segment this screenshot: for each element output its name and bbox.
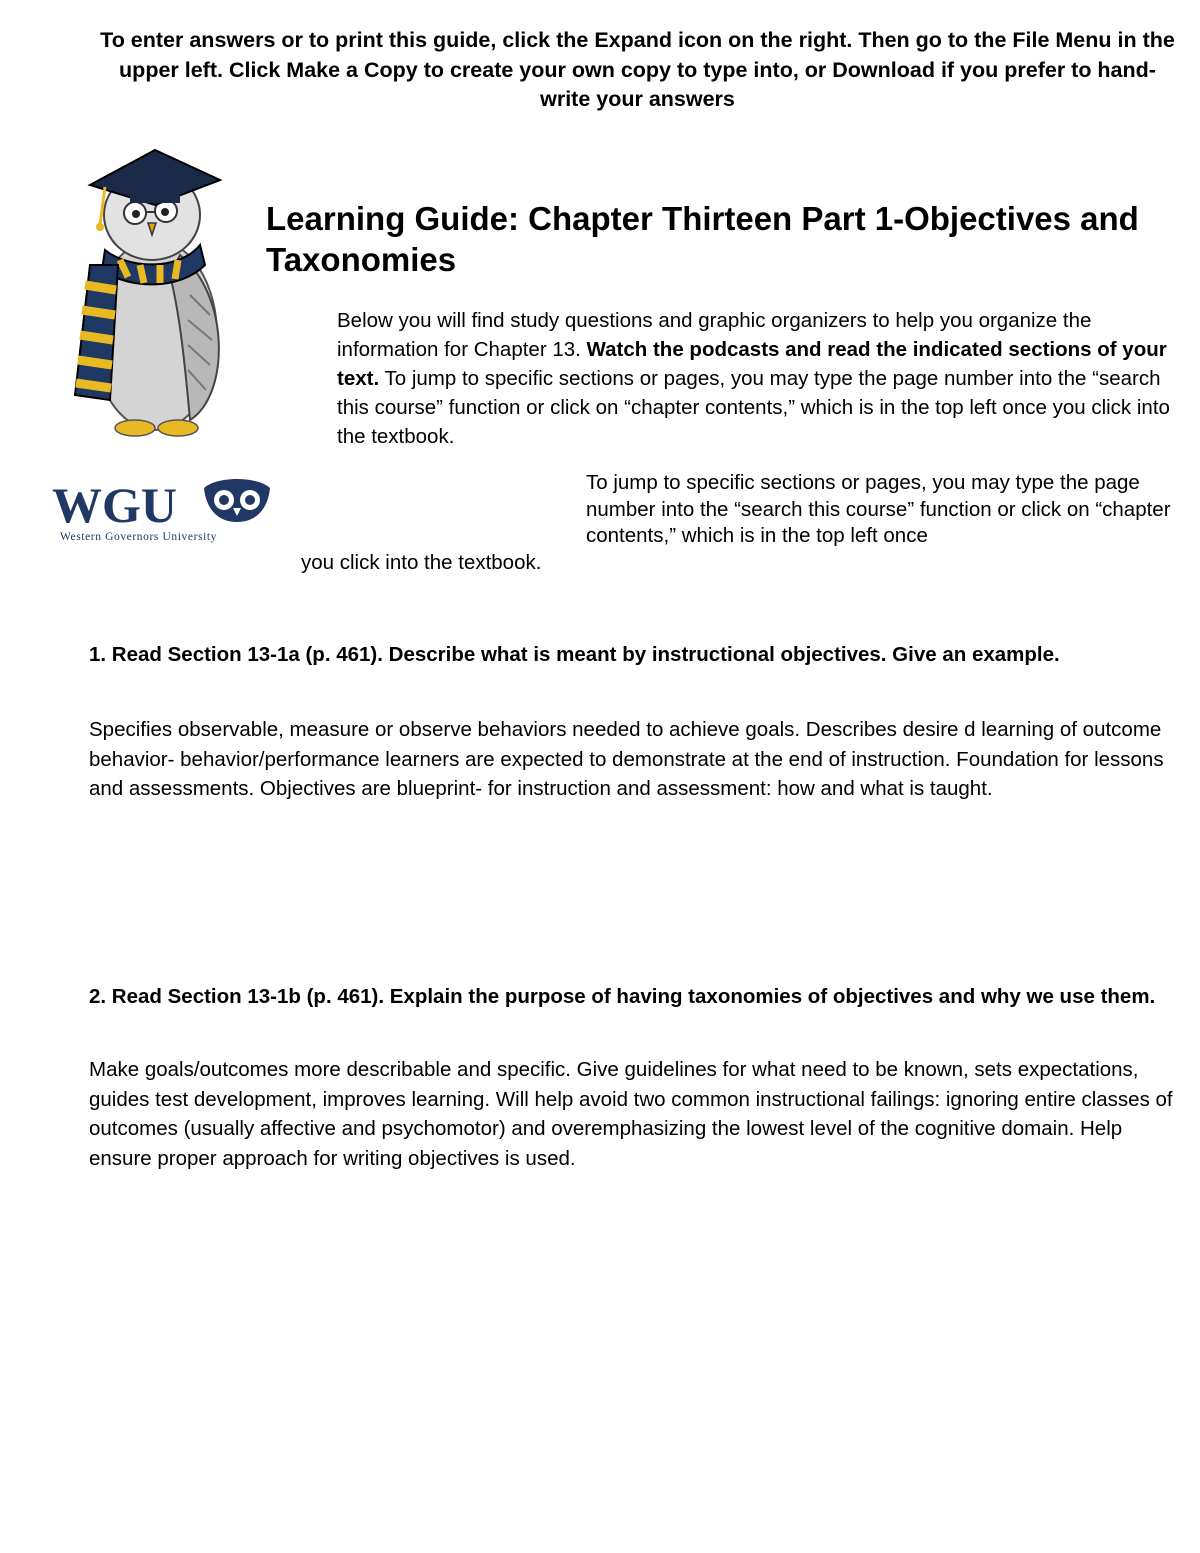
question-2: 2. Read Section 13-1b (p. 461). Explain the purpose of having taxonomies of objectives and why we use them. xyxy=(89,985,1156,1008)
intro-paragraph xyxy=(337,306,1187,451)
wgu-owl-mark-icon xyxy=(204,479,270,522)
question-1: 1. Read Section 13-1a (p. 461). Describe what is meant by instructional objectives. Give an example. xyxy=(89,643,1060,666)
instructions-notice: To enter answers or to print this guide, click the Expand icon on the right. Then go to the File Menu in the upper left. Click Make a Copy to create your own copy to type into, or Download if you prefer to hand-write your answers xyxy=(100,28,1175,111)
intro-text-1: Below you will find study questions and graphic organizers to help you organize the information for Chapter 13. xyxy=(337,309,1092,361)
intro-bold-text: Watch the podcasts and read the indicated sections of your text. xyxy=(337,338,1167,390)
page-title: Learning Guide: Chapter Thirteen Part 1-Objectives and Taxonomies xyxy=(266,200,1139,278)
repeated-instructions: To jump to specific sections or pages, you may type the page number into the “search this course” function or click on “chapter contents,” which is in the top left once xyxy=(586,471,1171,547)
answer-1[interactable]: Specifies observable, measure or observe behaviors needed to achieve goals. Describes desire d learning of outcome behavior- behavior/performance learners are expected to demonstrate at the end of instruction. Foundation for lessons and assessments. Objectives are blueprint- for instruction and assessment: how and what is taught. xyxy=(89,718,1164,800)
repeated-instructions-tail: you click into the textbook. xyxy=(301,551,542,574)
answer-2[interactable]: Make goals/outcomes more describable and specific. Give guidelines for what need to be known, sets expectations, guides test development, improves learning. Will help avoid two common instructional failings: ignoring entire classes of outcomes (usually affective and psychomotor) and overemphasizing the lowest level of the cognitive domain. Help ensure proper approach for writing objectives is used. xyxy=(89,1058,1173,1170)
wgu-tagline: Western Governors University xyxy=(60,531,218,543)
wgu-wordmark: WGU xyxy=(52,478,177,533)
wgu-logo xyxy=(52,478,282,546)
intro-text-2: To jump to specific sections or pages, you may type the page number into the “search this course” function or click on “chapter contents,” which is in the top left once you click into the textbook. xyxy=(337,367,1170,448)
owl-mascot-image xyxy=(60,145,240,445)
